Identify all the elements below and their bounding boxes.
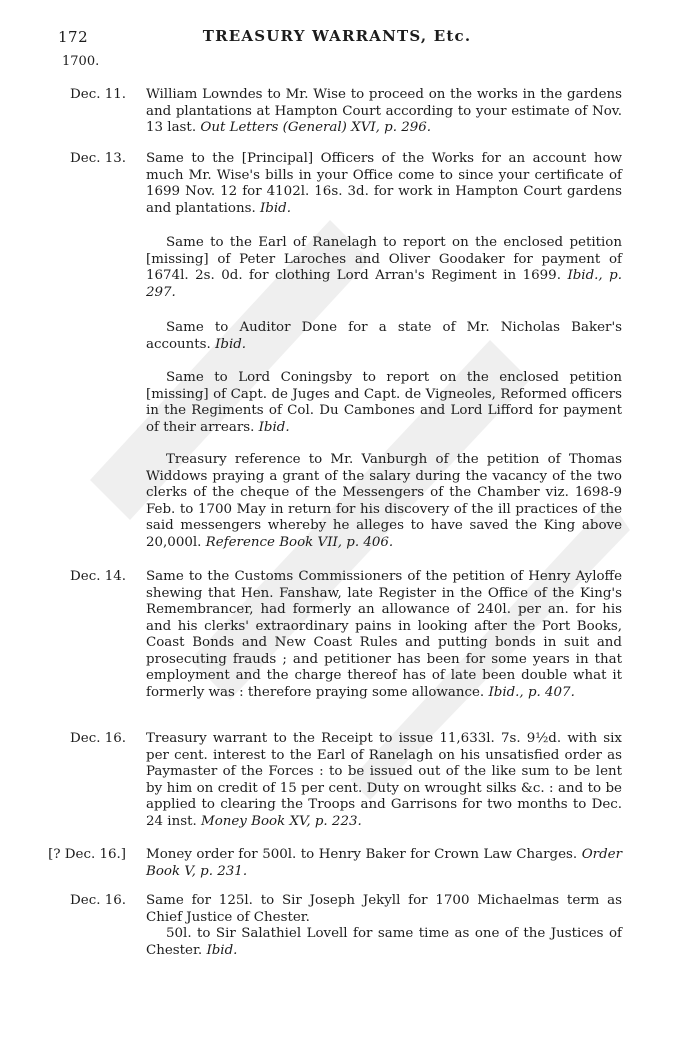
entry-reference: Ibid. [206,942,238,958]
entry-text: Money order for 500l. to Henry Baker for Crown Law Charges. Order Book V, p. 231. [146,847,622,879]
entry-date: Dec. 16. [70,893,126,908]
entry-text: Same to the Customs Commissioners of the petition of Henry Ayloffe shewing that Hen. Fanshaw, late Register in the Office of the King's Remembrancer, had formerly an allowance of 240l. per an. for his and his clerks' extraordinary pains in looking after the Port Books, Coast Bonds and New Coast Rules and putting bonds in suit and prosecuting frauds ; and petitioner has been for some years in that employment and the charge thereof has of late been double what it formerly was : therefore praying some allowance. Ibid., p. 407. [146,569,622,700]
year-marker: 1700. [62,54,100,69]
entry-text: Treasury warrant to the Receipt to issue 11,633l. 7s. 9½d. with six per cent. interest to the Earl of Ranelagh on his unsatisfied order as Paymaster of the Forces : to be issued out of the like sum to be lent by him on credit of 15 per cent. Duty on wrought silks &c. : and to be applied to clearing the Troops and Garrisons for two months to Dec. 24 inst. Money Book XV, p. 223. [146,731,622,829]
entry-date: Dec. 13. [70,151,126,166]
page-number: 172 [58,28,89,46]
entry-text: Same to the Earl of Ranelagh to report on the enclosed petition [missing] of Peter Laroches and Oliver Goodaker for payment of 1674l. 2s. 0d. for clothing Lord Arran's Regiment in 1699. Ibid., p. 297. [146,235,622,300]
entry-reference: Ibid. [215,336,247,352]
entry-text: Treasury reference to Mr. Vanburgh of the petition of Thomas Widdows praying a grant of the salary during the vacancy of the two clerks of the cheque of the Messengers of the Chamber viz. 1698-9 Feb. to 1700 May in return for his discovery of the ill practices of the said messengers whereby he alleges to have saved the King above 20,000l. Reference Book VII, p. 406. [146,452,622,550]
entry-text: Same to Lord Coningsby to report on the enclosed petition [missing] of Capt. de Juges and Capt. de Vigneoles, Reformed officers in the Regiments of Col. Du Cambones and Lord Lifford for payment of their arrears. Ibid. [146,370,622,435]
entry-reference: Order Book V, p. 231. [146,847,622,879]
entry-date: Dec. 14. [70,569,126,584]
entry-text: Same for 125l. to Sir Joseph Jekyll for 1700 Michaelmas term as Chief Justice of Chester. [146,893,622,925]
entry-reference: Out Letters (General) XVI, p. 296. [200,120,432,135]
entry-reference: Reference Book VII, p. 406. [205,534,394,550]
entry-reference: Ibid., p. 407. [488,684,575,700]
entry-text: 50l. to Sir Salathiel Lovell for same time as one of the Justices of Chester. Ibid. [146,926,622,958]
entry-date: [? Dec. 16.] [48,847,126,862]
entry-text: Same to the [Principal] Officers of the Works for an account how much Mr. Wise's bills in your Office come to since your certificate of 1699 Nov. 12 for 4102l. 16s. 3d. for work in Hampton Court gardens and plantations. Ibid. [146,151,622,216]
entry-text: Same to Auditor Done for a state of Mr. Nicholas Baker's accounts. Ibid. [146,320,622,352]
entry-date: Dec. 11. [70,87,126,102]
entry-text: William Lowndes to Mr. Wise to proceed on the works in the gardens and plantations at Hampton Court according to your estimate of Nov. 13 last. Out Letters (General) XVI, p. 296. [146,87,622,135]
entry-reference: Money Book XV, p. 223. [200,813,362,829]
entry-reference: Ibid. [258,419,290,435]
running-title: TREASURY WARRANTS, Etc. [202,27,472,45]
entry-reference: Ibid. [260,200,291,216]
entry-date: Dec. 16. [70,731,126,746]
entry-reference: Ibid., p. 297. [146,268,622,300]
